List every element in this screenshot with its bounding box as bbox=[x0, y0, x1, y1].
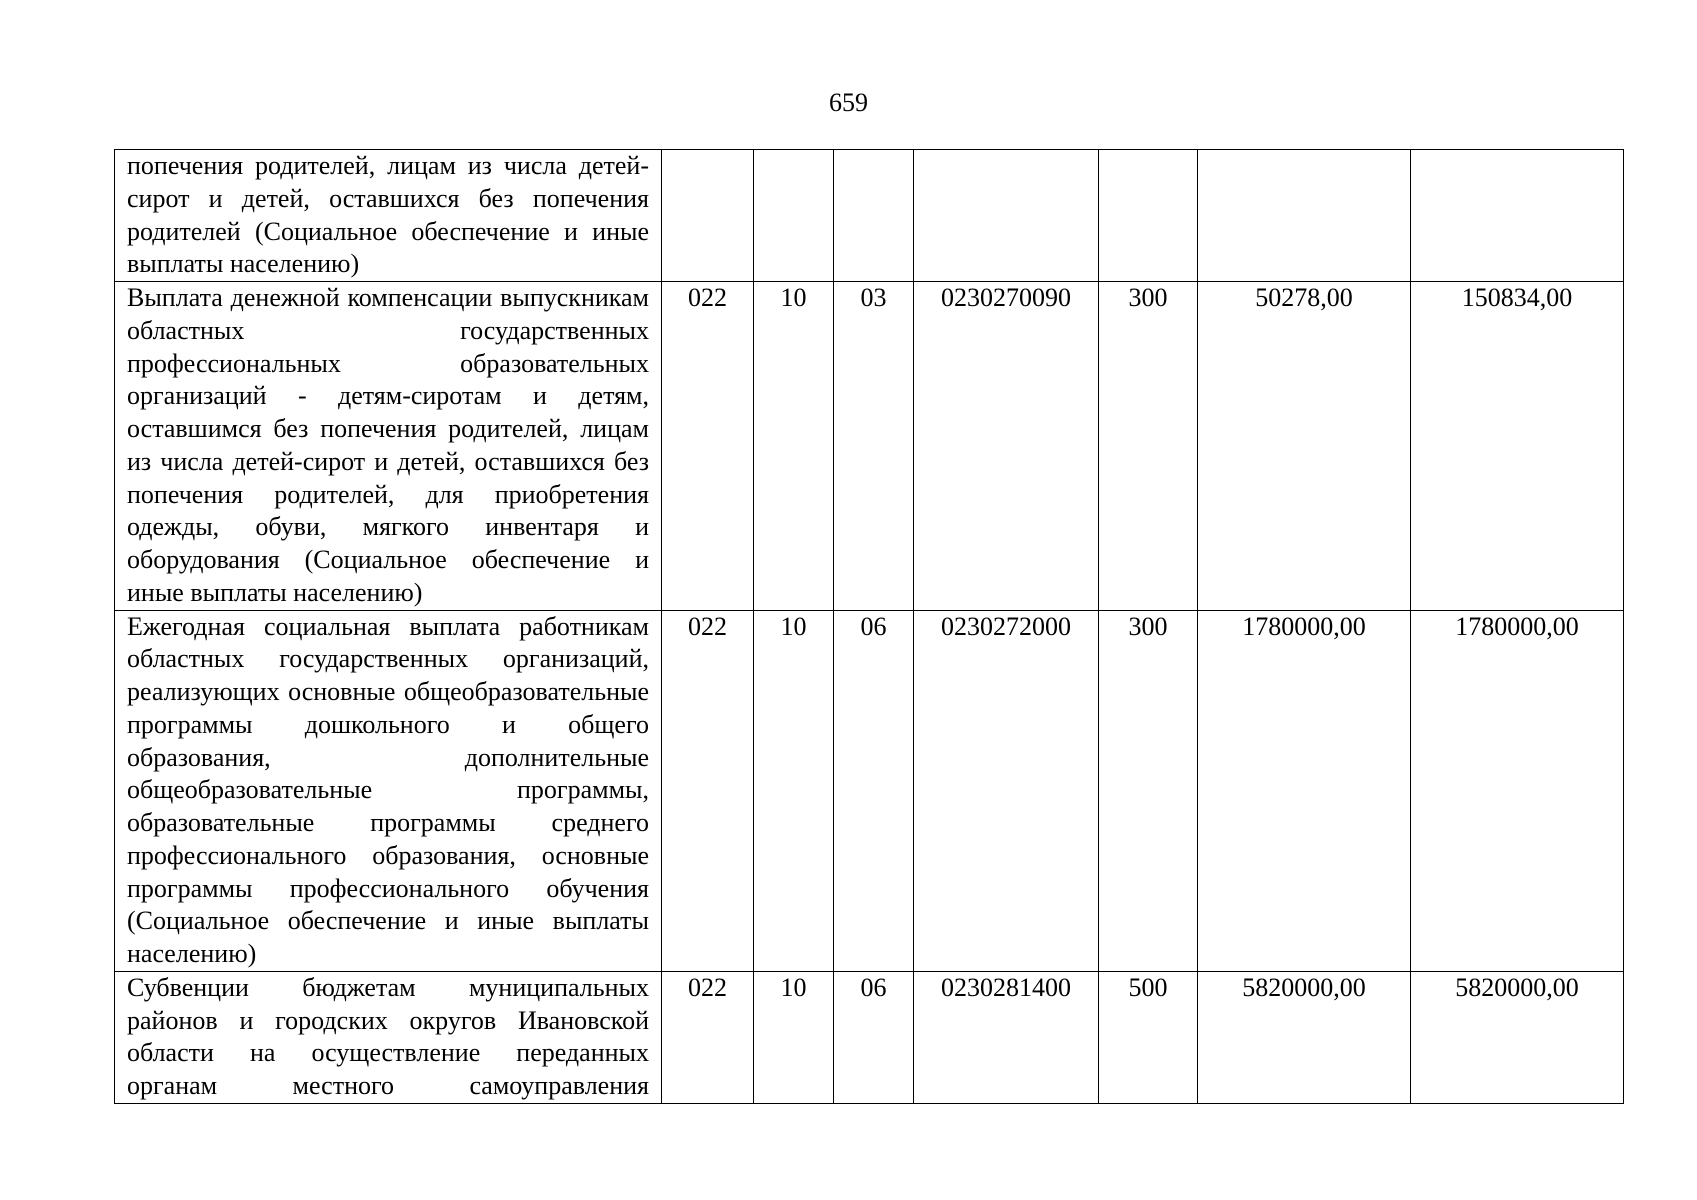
target-article-code: 0230281400 bbox=[914, 971, 1099, 1103]
expense-description: Субвенции бюджетам муниципальных районов и городских округов Ивановской области на осуществление переданных органам местного самоуправления bbox=[115, 971, 662, 1103]
target-article-code: 0230270090 bbox=[914, 282, 1099, 611]
subsection-code: 06 bbox=[834, 610, 914, 971]
amount-year1: 50278,00 bbox=[1198, 282, 1411, 611]
table-row bbox=[115, 610, 1624, 971]
expense-type-code: 300 bbox=[1099, 610, 1198, 971]
expense-type-code bbox=[1099, 150, 1198, 282]
section-code: 10 bbox=[754, 282, 834, 611]
expense-description: попечения родителей, лицам из числа детей-сирот и детей, оставшихся без попечения родителей (Социальное обеспечение и иные выплаты населению) bbox=[115, 150, 662, 282]
ministry-code: 022 bbox=[662, 971, 754, 1103]
expense-type-code: 300 bbox=[1099, 282, 1198, 611]
subsection-code: 03 bbox=[834, 282, 914, 611]
ministry-code: 022 bbox=[662, 610, 754, 971]
subsection-code bbox=[834, 150, 914, 282]
amount-year1: 5820000,00 bbox=[1198, 971, 1411, 1103]
section-code bbox=[754, 150, 834, 282]
target-article-code: 0230272000 bbox=[914, 610, 1099, 971]
expense-description: Выплата денежной компенсации выпускникам областных государственных профессиональных образовательных организаций - детям-сиротам и детям, оставшимся без попечения родителей, лицам из числа детей-сирот и детей, оставшихся без попечения родителей, для приобретения одежды, обуви, мягкого инвентаря и оборудования (Социальное обеспечение и иные выплаты населению) bbox=[115, 282, 662, 611]
expense-description: Ежегодная социальная выплата работникам областных государственных организаций, реализующих основные общеобразовательные программы дошкольного и общего образования, дополнительные общеобразовательные программы, образовательные программы среднего профессионального образования, основные программы профессионального обучения (Социальное обеспечение и иные выплаты населению) bbox=[115, 610, 662, 971]
table-row bbox=[115, 150, 1624, 282]
table-row bbox=[115, 282, 1624, 611]
amount-year2 bbox=[1411, 150, 1624, 282]
target-article-code bbox=[914, 150, 1099, 282]
ministry-code bbox=[662, 150, 754, 282]
amount-year1 bbox=[1198, 150, 1411, 282]
page-number: 659 bbox=[829, 88, 868, 117]
budget-table bbox=[114, 149, 1624, 1104]
subsection-code: 06 bbox=[834, 971, 914, 1103]
amount-year1: 1780000,00 bbox=[1198, 610, 1411, 971]
section-code: 10 bbox=[754, 971, 834, 1103]
expense-type-code: 500 bbox=[1099, 971, 1198, 1103]
amount-year2: 5820000,00 bbox=[1411, 971, 1624, 1103]
ministry-code: 022 bbox=[662, 282, 754, 611]
amount-year2: 1780000,00 bbox=[1411, 610, 1624, 971]
amount-year2: 150834,00 bbox=[1411, 282, 1624, 611]
section-code: 10 bbox=[754, 610, 834, 971]
table-row bbox=[115, 971, 1624, 1103]
